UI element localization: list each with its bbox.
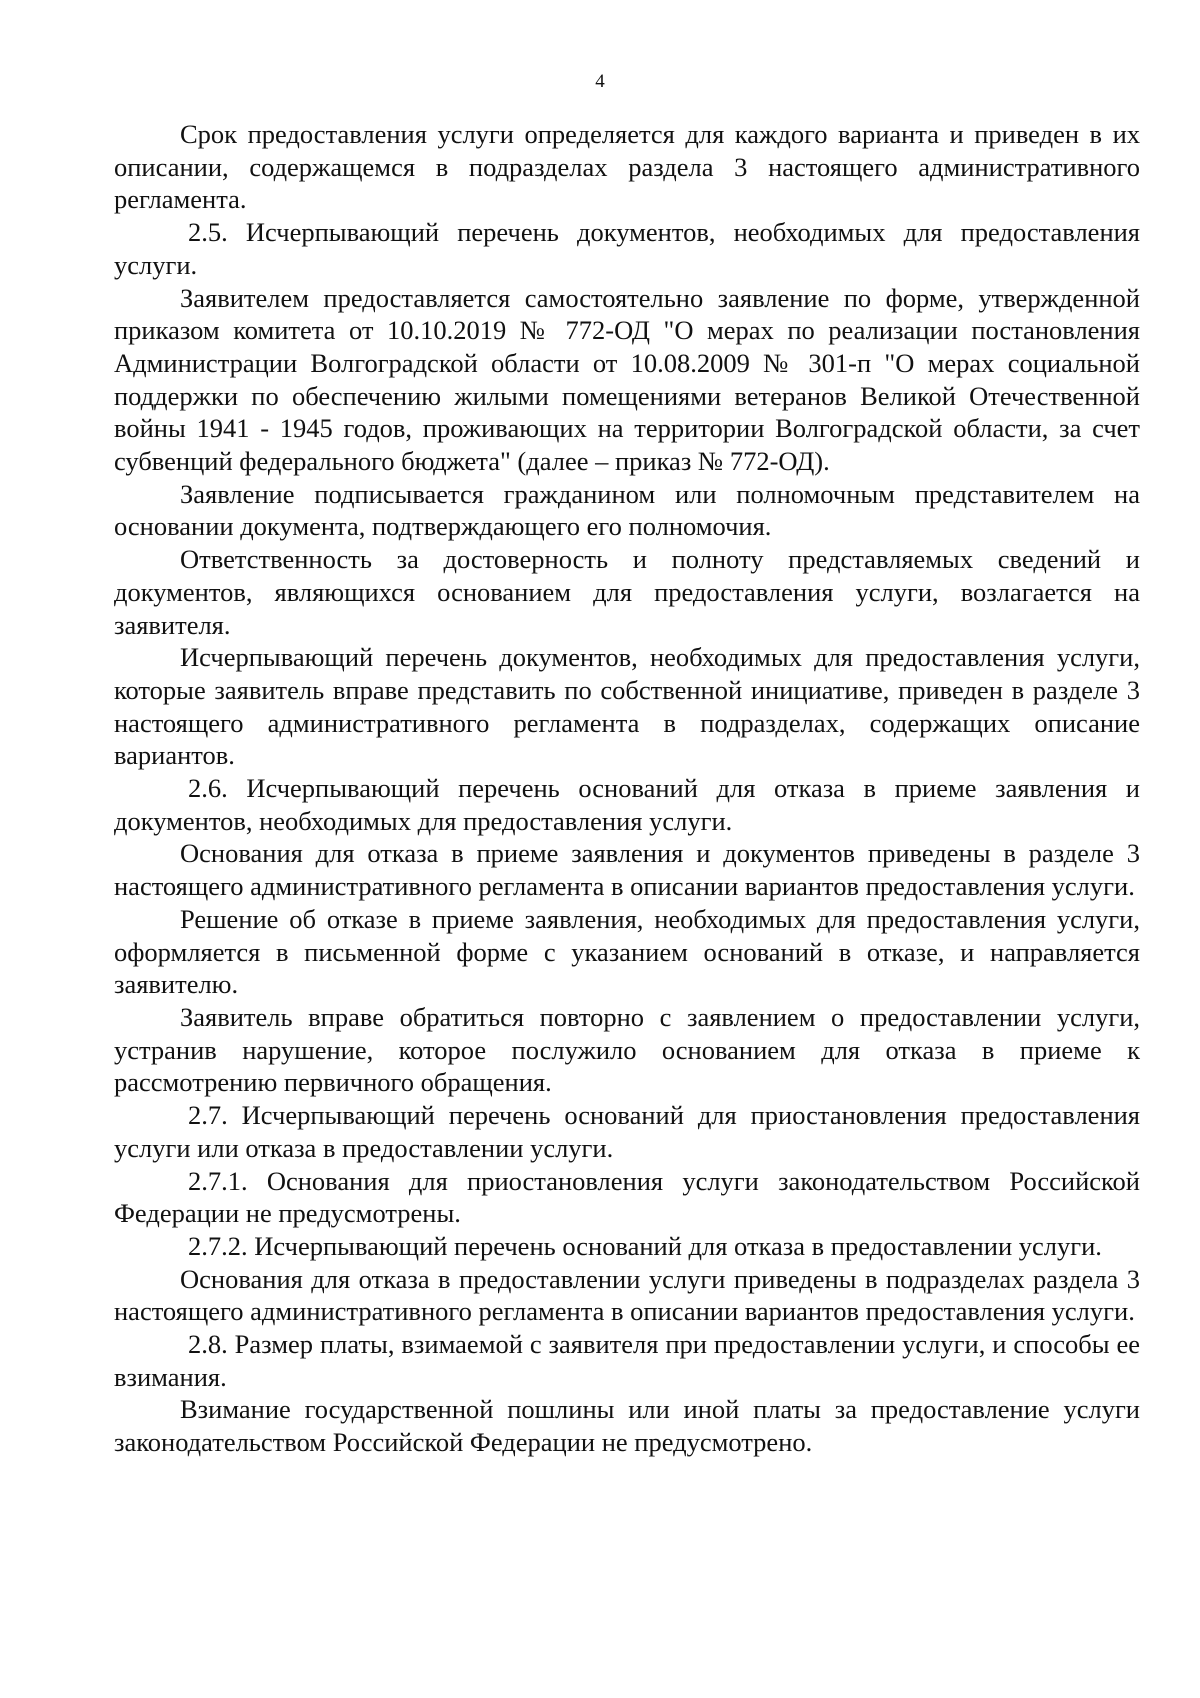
- body-paragraph: Основания для отказа в приеме заявления и документов приведены в разделе 3 настоящего административного регламента в описании вариантов предоставления услуги.: [114, 838, 1140, 902]
- section-clause-paragraph: 2.5. Исчерпывающий перечень документов, необходимых для предоставления услуги.: [114, 217, 1140, 280]
- section-clause-paragraph: 2.6. Исчерпывающий перечень оснований для отказа в приеме заявления и документов, необходимых для предоставления услуги.: [114, 773, 1140, 836]
- body-paragraph: Срок предоставления услуги определяется для каждого варианта и приведен в их описании, содержащемся в подразделах раздела 3 настоящего административного регламента.: [114, 119, 1140, 215]
- body-paragraph: Решение об отказе в приеме заявления, необходимых для предоставления услуги, оформляется в письменной форме с указанием оснований в отказе, и направляется заявителю.: [114, 903, 1140, 1000]
- body-paragraph: Заявителем предоставляется самостоятельно заявление по форме, утвержденной приказом комитета от 10.10.2019 № 772-ОД "О мерах по реализации постановления Администрации Волгоградской области от 10.08.2009 № 301-п "О мерах социальной поддержки по обеспечению жилыми помещениями ветеранов Великой Отечественной войны 1941 - 1945 годов, проживающих на территории Волгоградской области, за счет субвенций федерального бюджета" (далее – приказ № 772-ОД).: [114, 282, 1140, 477]
- body-paragraph: Исчерпывающий перечень документов, необходимых для предоставления услуги, которые заявитель вправе представить по собственной инициативе, приведен в разделе 3 настоящего административного регламента в подразделах, содержащих описание вариантов.: [114, 642, 1140, 771]
- body-paragraph: Заявление подписывается гражданином или полномочным представителем на основании документа, подтверждающего его полномочия.: [114, 478, 1140, 542]
- body-paragraph: Основания для отказа в предоставлении услуги приведены в подразделах раздела 3 настоящего административного регламента в описании вариантов предоставления услуги.: [114, 1263, 1140, 1327]
- body-paragraph: Ответственность за достоверность и полноту представляемых сведений и документов, являющихся основанием для предоставления услуги, возлагается на заявителя.: [114, 544, 1140, 640]
- section-clause-paragraph: 2.8. Размер платы, взимаемой с заявителя при предоставлении услуги, и способы ее взимания.: [114, 1329, 1140, 1392]
- page-number: 4: [595, 71, 605, 92]
- section-clause-paragraph: 2.7.1. Основания для приостановления услуги законодательством Российской Федерации не предусмотрены.: [114, 1165, 1140, 1229]
- body-paragraph: Взимание государственной пошлины или иной платы за предоставление услуги законодательством Российской Федерации не предусмотрено.: [114, 1394, 1140, 1458]
- document-body: [114, 118, 1140, 1459]
- section-clause-paragraph: 2.7. Исчерпывающий перечень оснований для приостановления предоставления услуги или отказа в предоставлении услуги.: [114, 1100, 1140, 1163]
- section-clause-paragraph: 2.7.2. Исчерпывающий перечень оснований для отказа в предоставлении услуги.: [188, 1230, 1102, 1261]
- body-paragraph: Заявитель вправе обратиться повторно с заявлением о предоставлении услуги, устранив нарушение, которое послужило основанием для отказа в приеме к рассмотрению первичного обращения.: [114, 1001, 1140, 1098]
